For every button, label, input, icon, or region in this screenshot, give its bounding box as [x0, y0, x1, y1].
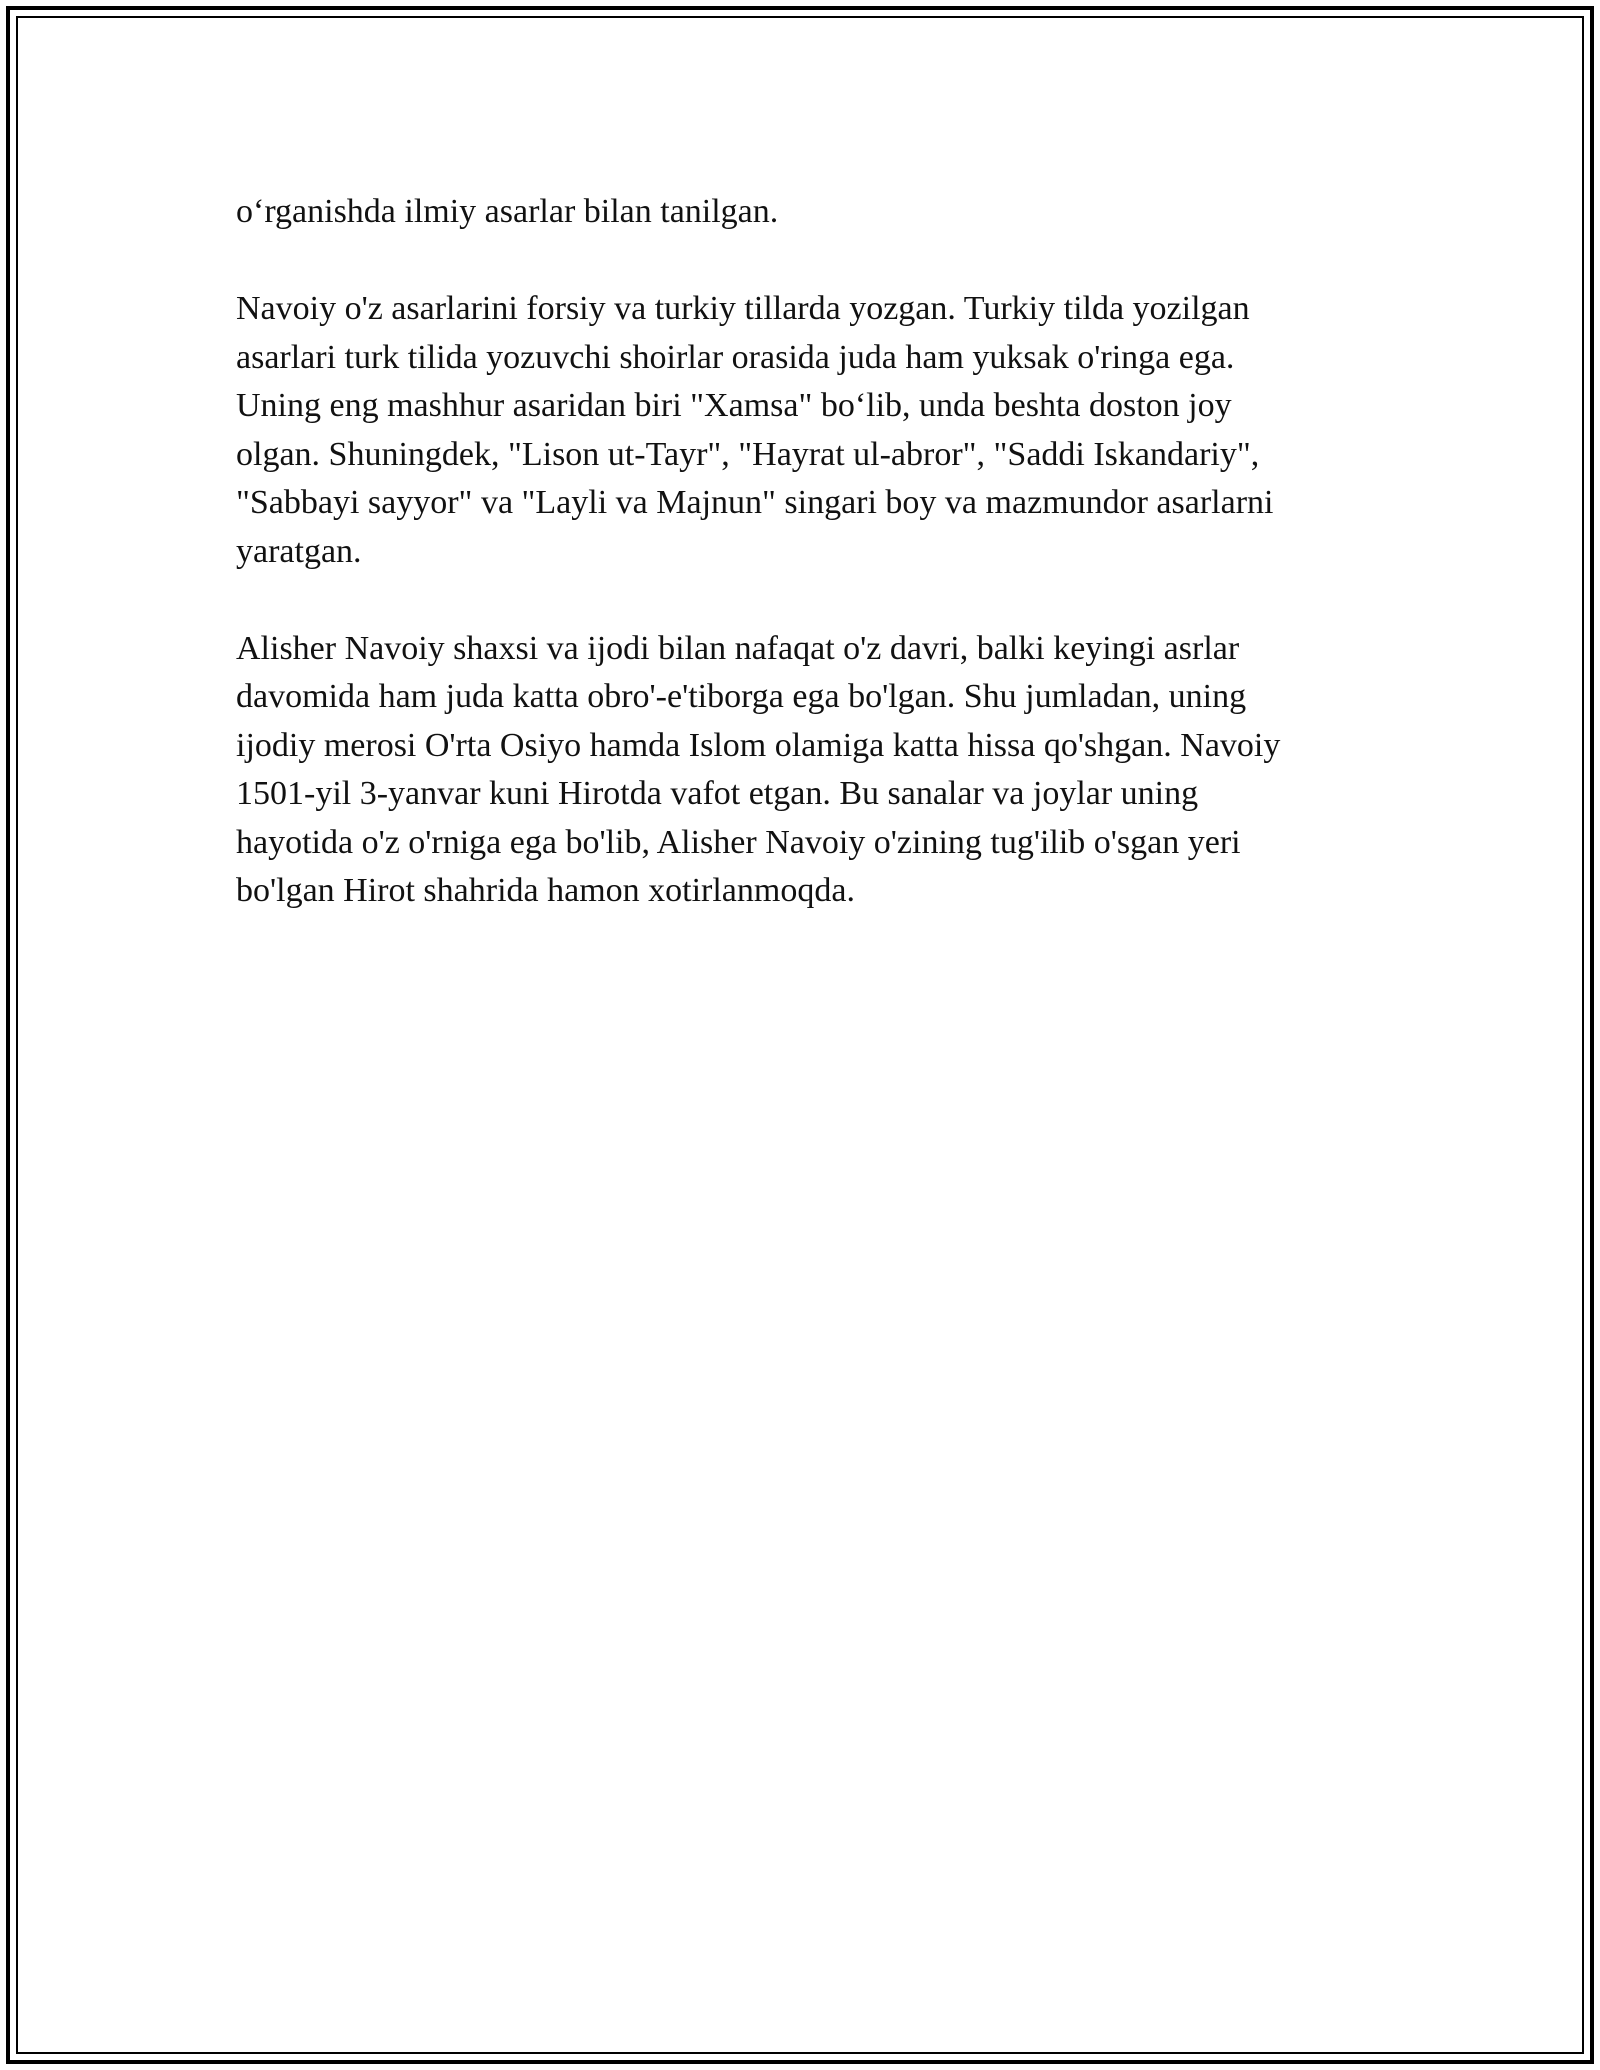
text-line: yaratgan.: [236, 532, 362, 570]
text-line: ijodiy merosi O'rta Osiyo hamda Islom olamiga katta hissa qo'shgan. Navoiy: [236, 726, 1281, 764]
paragraph-intro-continuation: [236, 188, 1376, 237]
text-line: Uning eng mashhur asaridan biri "Xamsa" bo‘lib, unda beshta doston joy: [236, 387, 1232, 424]
text-line: Alisher Navoiy shaxsi va ijodi bilan nafaqat o'z davri, balki keyingi asrlar: [236, 629, 1240, 667]
text-line: olgan. Shuningdek, "Lison ut-Tayr", "Hayrat ul-abror", "Saddi Iskandariy",: [236, 435, 1260, 473]
text-line: asarlari turk tilida yozuvchi shoirlar orasida juda ham yuksak o'ringa ega.: [236, 338, 1235, 376]
text-line: hayotida o'z o'rniga ega bo'lib, Alisher Navoiy o'zining tug'ilib o'sgan yeri: [236, 823, 1241, 861]
text-line: "Sabbayi sayyor" va "Layli va Majnun" singari boy va mazmundor asarlarni: [236, 484, 1274, 521]
text-line: Navoiy o'z asarlarini forsiy va turkiy tillarda yozgan. Turkiy tilda yozilgan: [236, 290, 1250, 327]
text-line: davomida ham juda katta obro'-e'tiborga ega bo'lgan. Shu jumladan, uning: [236, 678, 1247, 715]
text-line: bo'lgan Hirot shahrida hamon xotirlanmoqda.: [236, 872, 855, 909]
text-line: 1501-yil 3-yanvar kuni Hirotda vafot etgan. Bu sanalar va joylar uning: [236, 775, 1199, 812]
document-body: [236, 188, 1376, 964]
paragraph-legacy: [236, 625, 1376, 916]
paragraph-works: [236, 285, 1376, 576]
text-line: o‘rganishda ilmiy asarlar bilan tanilgan.: [236, 193, 779, 230]
